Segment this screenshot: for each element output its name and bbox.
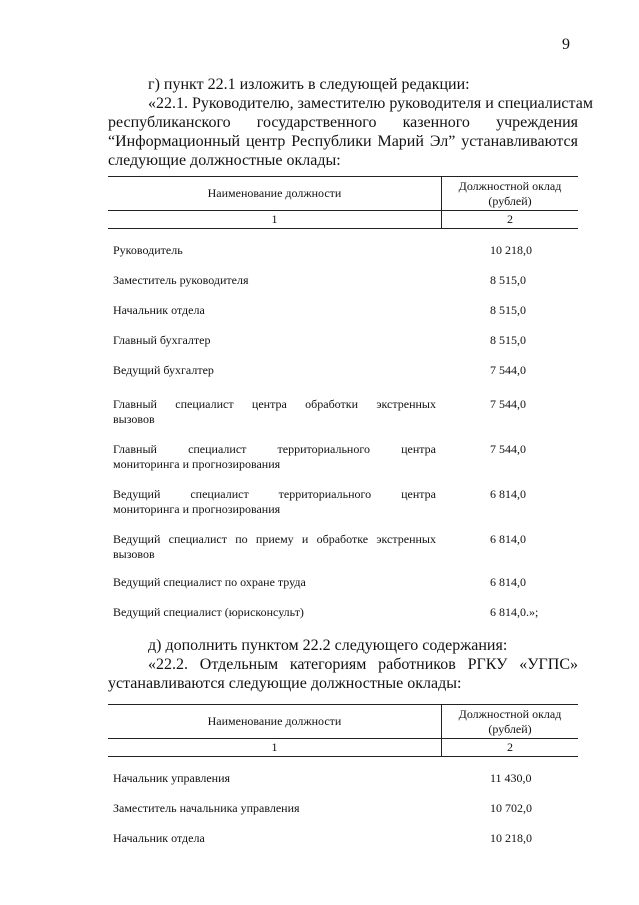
col-header-salary-line: (рублей) [488,194,532,208]
section-g-line: “Информационный центр Республики Марий Эл” устанавливаются [108,133,578,150]
col-header-position: Наименование должности [207,186,342,200]
salary-value: 8 515,0 [490,333,526,347]
position-name [113,487,436,517]
col-header-salary-line: Должностной оклад [458,707,562,721]
section-d [108,636,578,693]
table-rule [108,228,578,229]
position-name: Начальник управления [113,771,231,785]
position-name: Ведущий специалист по охране труда [113,575,306,589]
position-name-line: мониторинга и прогнозирования [113,457,281,471]
salary-table-2 [108,704,578,864]
table-rule [108,738,578,739]
position-name [113,532,436,562]
section-d-intro: д) дополнить пунктом 22.2 следующего содержания: [148,637,508,654]
position-name: Ведущий специалист (юрисконсульт) [113,605,304,619]
salary-value: 7 544,0 [490,442,526,456]
col-header-salary-line: (рублей) [488,722,532,736]
col-header-position: Наименование должности [207,714,342,728]
salary-value: 8 515,0 [490,303,526,317]
salary-value: 6 814,0 [490,575,526,589]
position-name: Ведущий бухгалтер [113,363,214,377]
position-name-line: вызовов [113,412,155,426]
position-name-line: мониторинга и прогнозирования [113,502,281,516]
salary-value: 7 544,0 [490,363,526,377]
table-rule [108,176,578,177]
salary-value: 10 702,0 [490,801,532,815]
salary-value: 6 814,0 [490,532,526,546]
position-name: Главный бухгалтер [113,333,211,347]
salary-value: 8 515,0 [490,273,526,287]
section-g [108,75,593,170]
position-name: Руководитель [113,243,183,257]
salary-value: 6 814,0.»; [490,605,539,619]
position-name-line: вызовов [113,547,155,561]
position-name-line: Главный специалист центра обработки экстренных [113,397,436,411]
table-rule [108,704,578,705]
col-header-salary [442,707,578,737]
salary-table-1 [108,176,578,636]
col-number-2: 2 [507,212,513,226]
salary-value: 6 814,0 [490,487,526,501]
col-number-2: 2 [507,740,513,754]
position-name [113,442,436,472]
section-g-line: «22.1. Руководителю, заместителю руководителя и специалистам [148,95,593,112]
col-header-salary [442,179,578,209]
position-name: Начальник отдела [113,831,205,845]
page-number: 9 [562,36,570,53]
section-d-line: «22.2. Отдельным категориям работников РГКУ «УГПС» [148,656,578,673]
salary-value: 11 430,0 [490,771,532,785]
col-number-1: 1 [271,740,278,754]
col-header-salary-line: Должностной оклад [458,179,562,193]
salary-value: 7 544,0 [490,397,526,411]
table-rule [108,756,578,757]
section-g-intro: г) пункт 22.1 изложить в следующей редакции: [148,76,470,93]
table-rule [108,210,578,211]
position-name: Заместитель начальника управления [113,801,300,815]
salary-value: 10 218,0 [490,243,532,257]
position-name: Заместитель руководителя [113,273,249,287]
section-g-line: следующие должностные оклады: [108,152,341,169]
salary-value: 10 218,0 [490,831,532,845]
position-name [113,397,436,427]
section-d-line: устанавливаются следующие должностные оклады: [108,675,462,692]
position-name-line: Главный специалист территориального центра [113,442,436,456]
position-name-line: Ведущий специалист по приему и обработке экстренных [113,532,436,546]
position-name: Начальник отдела [113,303,205,317]
position-name-line: Ведущий специалист территориального центра [113,487,436,501]
col-number-1: 1 [271,212,278,226]
section-g-line: республиканского государственного казенного учреждения [108,114,578,131]
